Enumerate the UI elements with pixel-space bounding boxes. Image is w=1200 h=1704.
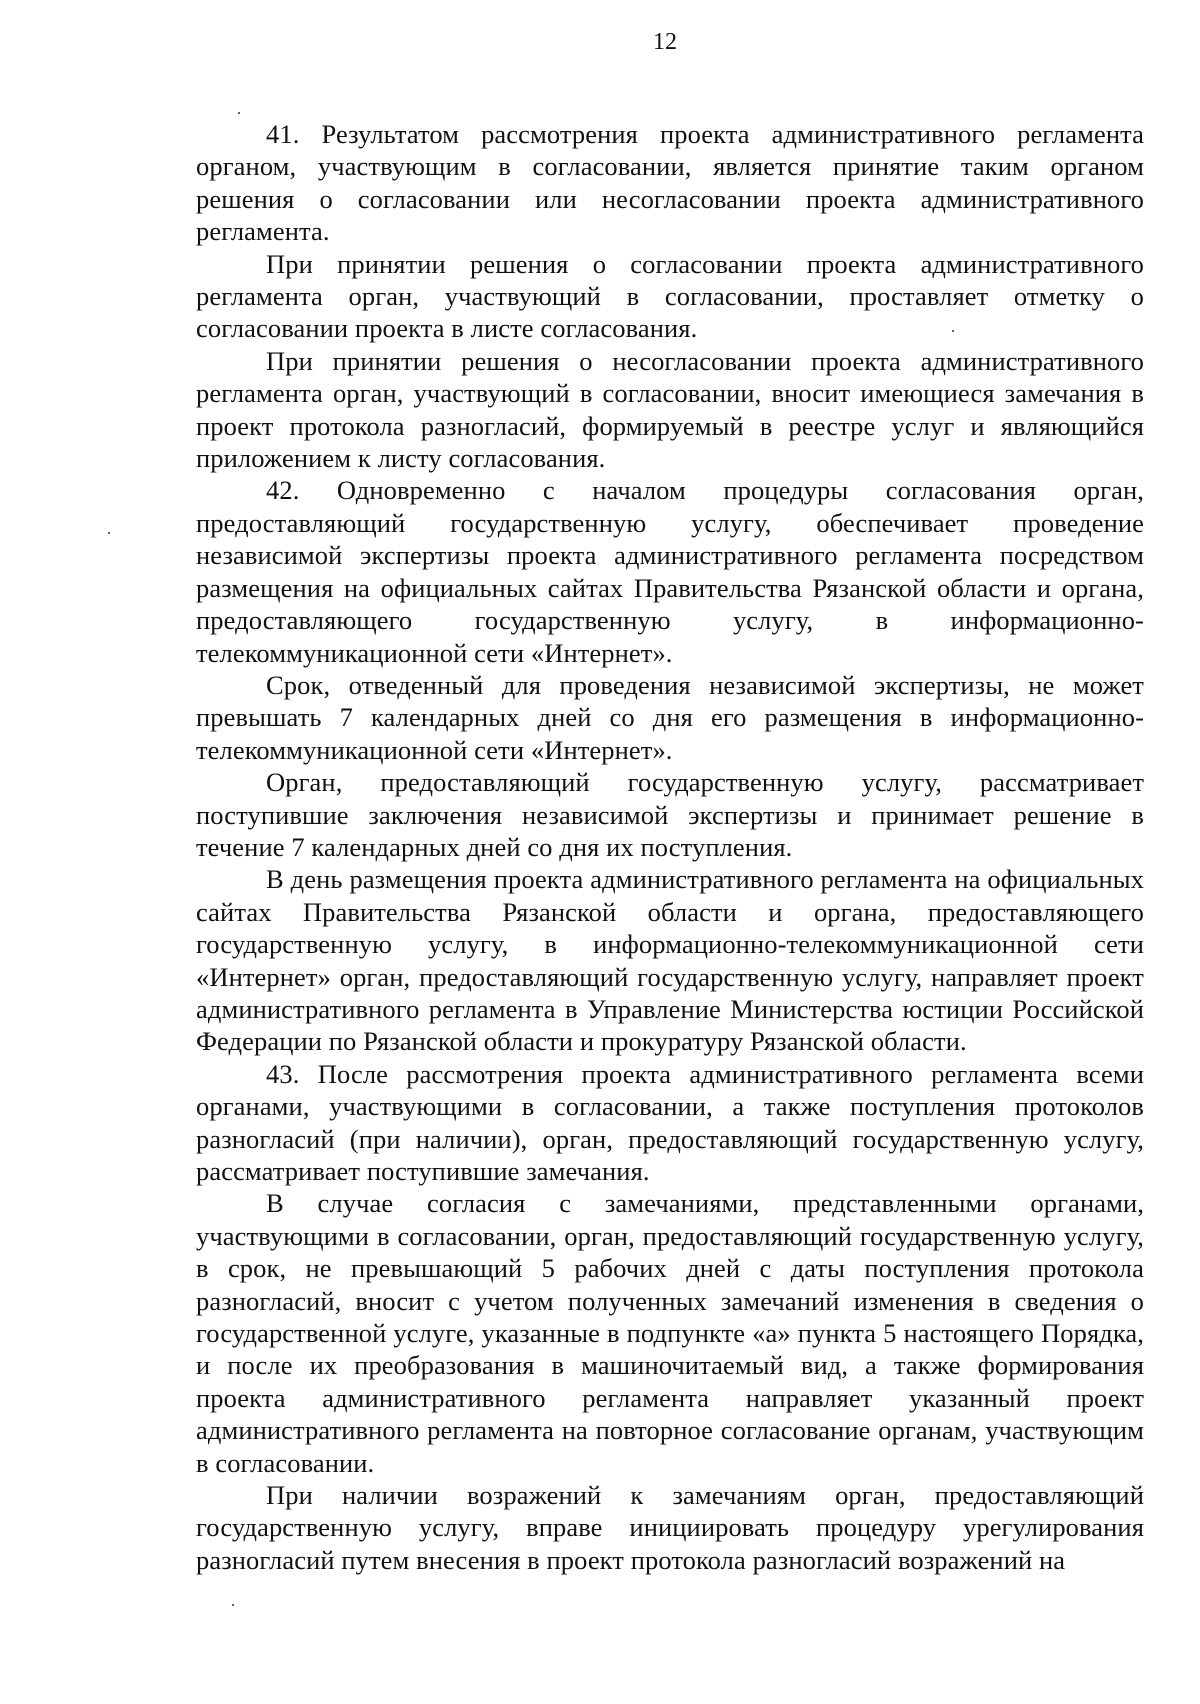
scan-artifact-dot [952, 330, 954, 332]
paragraph-43: 43. После рассмотрения проекта административного регламента всеми органами, участвующими в согласовании, а также поступления протоколов разногласий (при наличии), орган, предоставляющий государственную услугу, рассматривает поступившие замечания. [196, 1058, 1144, 1186]
paragraph-41: 41. Результатом рассмотрения проекта административного регламента органом, участвующим в согласовании, является принятие таким органом решения о согласовании или несогласовании проекта административного регламента. [196, 119, 1144, 247]
paragraph-disapproval: При принятии решения о несогласовании проекта административного регламента орган, участвующий в согласовании, вносит имеющиеся замечания в проект протокола разногласий, формируемый в реестре услуг и являющийся приложением к листу согласования. [196, 345, 1144, 474]
paragraph-agreement-case: В случае согласия с замечаниями, представленными органами, участвующими в согласовании, орган, предоставляющий государственную услугу, в срок, не превышающий 5 рабочих дней с даты поступления протокола разногласий, вносит с учетом полученных замечаний изменения в сведения о государственной услуге, указанные в подпункте «а» пункта 5 настоящего Порядка, и после их преобразования в машиночитаемый вид, а также формирования проекта административного регламента направляет указанный проект административного регламента на повторное согласование органам, участвующим в согласовании. [196, 1188, 1144, 1478]
document-body [196, 118, 1144, 1576]
paragraph-objections: При наличии возражений к замечаниям орган, предоставляющий государственную услугу, вправе инициировать процедуру урегулирования разногласий путем внесения в проект протокола разногласий возражений на [196, 1480, 1144, 1575]
paragraph-expertise-term: Срок, отведенный для проведения независимой экспертизы, не может превышать 7 календарных дней со дня его размещения в информационно-телекоммуникационной сети «Интернет». [196, 669, 1144, 765]
paragraph-expertise-review: Орган, предоставляющий государственную услугу, рассматривает поступившие заключения независимой экспертизы и принимает решение в течение 7 календарных дней со дня их поступления. [196, 767, 1144, 862]
paragraph-approval: При принятии решения о согласовании проекта административного регламента орган, участвующий в согласовании, проставляет отметку о согласовании проекта в листе согласования. [196, 248, 1144, 344]
paragraph-42: 42. Одновременно с началом процедуры согласования орган, предоставляющий государственную услугу, обеспечивает проведение независимой экспертизы проекта административного регламента посредством размещения на официальных сайтах Правительства Рязанской области и органа, предоставляющего государственную услугу, в информационно-телекоммуникационной сети «Интернет». [196, 475, 1144, 668]
scan-artifact-dot [108, 532, 110, 534]
scan-artifact-dot [232, 1604, 234, 1606]
page-number: 12 [653, 29, 677, 55]
scan-artifact-dot [238, 112, 240, 114]
paragraph-publication-day: В день размещения проекта административного регламента на официальных сайтах Правительства Рязанской области и органа, предоставляющего государственную услугу, в информационно-телекоммуникационной сети «Интернет» орган, предоставляющий государственную услугу, направляет проект административного регламента в Управление Министерства юстиции Российской Федерации по Рязанской области и прокуратуру Рязанской области. [196, 864, 1144, 1057]
